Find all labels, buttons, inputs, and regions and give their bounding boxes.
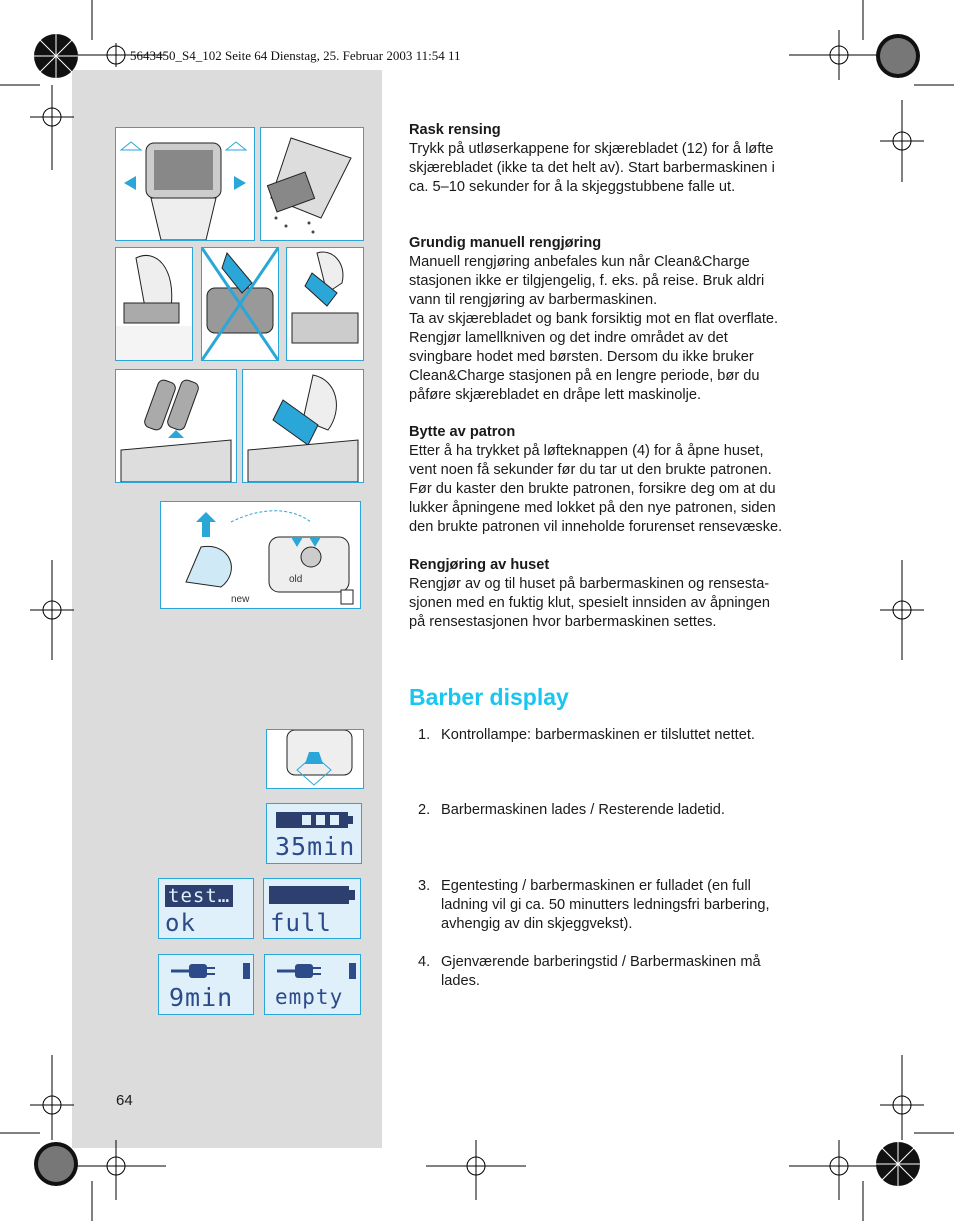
display-section-title: Barber display (409, 684, 569, 710)
list-number: 3. (418, 878, 431, 894)
section-heading: Grundig manuell rengjøring (409, 235, 602, 251)
cutter-block-illustration (116, 370, 236, 482)
section-cartridge-change (409, 423, 841, 537)
list-text: Barbermaskinen lades / Resterende ladetid. (441, 802, 725, 818)
list-number: 2. (418, 802, 431, 818)
lcd-remaining (158, 954, 254, 1015)
list-item (418, 801, 838, 820)
lcd-charging-time: 35min (275, 832, 356, 861)
figure-cartridge-change (160, 501, 361, 609)
section-housing-clean (409, 556, 841, 632)
shaver-side-illustration (261, 128, 363, 240)
lcd-full (263, 878, 361, 939)
lcd-test-text: test… (165, 885, 233, 907)
figure-control-lamp (266, 729, 364, 789)
tap-foil-illustration (116, 248, 192, 360)
shaver-head-illustration (116, 128, 254, 240)
lcd-full-text: full (270, 909, 332, 937)
list-number: 4. (418, 954, 431, 970)
section-quick-clean (409, 121, 841, 197)
figure-foil-release (115, 127, 255, 241)
figure-do-not-brush-foil (201, 247, 279, 361)
list-number: 1. (418, 727, 431, 743)
section-heading: Rask rensing (409, 122, 501, 138)
list-item (418, 953, 838, 991)
lcd-charging (266, 803, 362, 864)
list-text: Kontrollampe: barbermaskinen er tilsluttet nettet. (441, 727, 755, 743)
list-text: Gjenværende barberingstid / Barbermaskinen må lades. (441, 954, 761, 989)
label-new: new (231, 594, 250, 605)
figure-tap-foil (115, 247, 193, 361)
battery-full-icon (269, 885, 357, 907)
section-manual-clean (409, 234, 841, 405)
section-body: Trykk på utløserkappene for skjærebladet (12) for å løfte skjærebladet (ikke ta det helt av). Start barbermaskinen i ca. 5–10 sekunder for å la skjeggstubbene falle ut. (409, 141, 775, 195)
list-item (418, 877, 838, 934)
plug-empty-battery-icon (275, 960, 357, 982)
cartridge-illustration (161, 502, 360, 608)
crossed-out-illustration (202, 248, 278, 360)
section-heading: Rengjøring av huset (409, 557, 550, 573)
figure-cutter-block-removal (115, 369, 237, 483)
label-old: old (289, 574, 303, 585)
list-item (418, 726, 838, 745)
section-body: Manuell rengjøring anbefales kun når Clean&Charge stasjonen ikke er tilgjengelig, f. eks. på reise. Bruk aldri vann til rengjøring av barbermaskinen. Ta av skjærebladet og bank forsiktig mot en flat overflate. Rengjør lamellkniven og det indre området av det svingbare hodet med børsten. Dersom du ikke bruker Clean&Charge stasjonen på en lengre periode, bør du påføre skjærebladet en dråpe lett maskinolje. (409, 254, 779, 403)
print-header: 5643450_S4_102 Seite 64 Dienstag, 25. Februar 2003 11:54 11 (130, 48, 461, 63)
lcd-ok-text: ok (165, 909, 196, 937)
lcd-self-test (158, 878, 254, 939)
lcd-empty (264, 954, 361, 1015)
figure-shaver-tap (260, 127, 364, 241)
lcd-remaining-time: 9min (169, 983, 234, 1012)
brush-cutter-illustration (287, 248, 363, 360)
section-body: Etter å ha trykket på løfteknappen (4) for å åpne huset, vent noen få sekunder før du tar ut den brukte patronen. Før du kaster den brukte patronen, forsikre deg om at du lukker åpningene med lokket på den nye patronen, siden den brukte patronen vil inneholde forurenset rensevæske. (409, 443, 783, 535)
section-body: Rengjør av og til huset på barbermaskinen og rensesta- sjonen med en fuktig klut, spesielt innsiden av åpningen på rensestasjonen hvor barbermaskinen settes. (409, 576, 771, 630)
figure-brush-cutter (286, 247, 364, 361)
control-lamp-illustration (267, 730, 363, 788)
brush-head-illustration (243, 370, 363, 482)
page-number: 64 (116, 1092, 133, 1109)
battery-icon (276, 811, 356, 831)
lcd-empty-text: empty (275, 985, 344, 1009)
section-heading: Bytte av patron (409, 424, 516, 440)
list-text: Egentesting / barbermaskinen er fulladet (en full ladning vil gi ca. 50 minutters ledningsfri barbering, avhengig av din skjeggvekst). (441, 878, 770, 932)
plug-battery-icon (169, 960, 251, 982)
figure-brush-shaver-head (242, 369, 364, 483)
